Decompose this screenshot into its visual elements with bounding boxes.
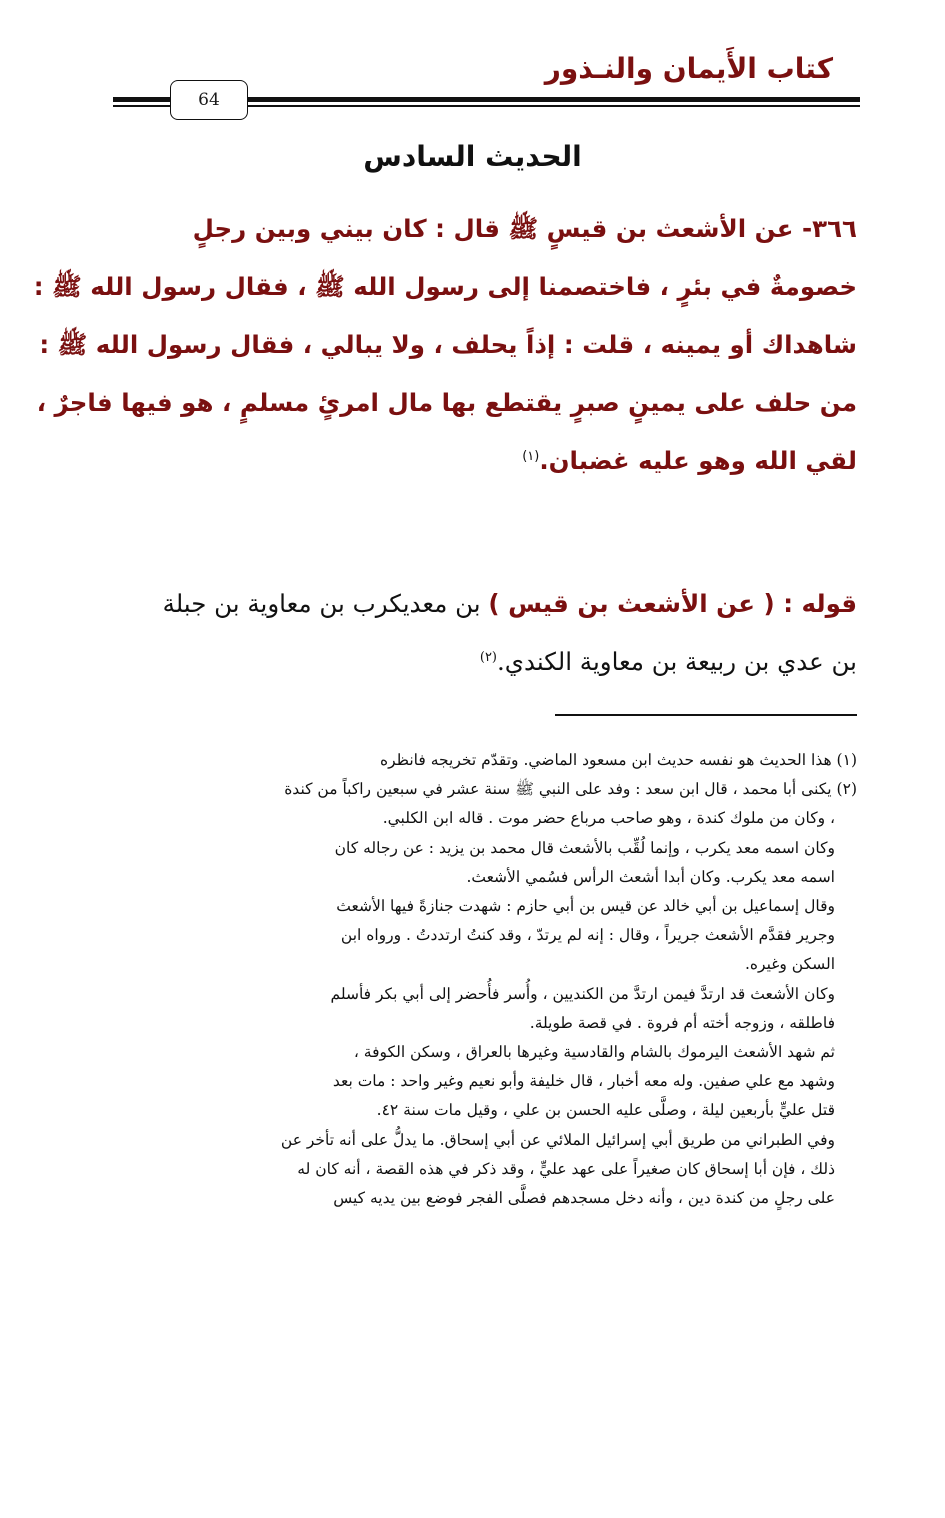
footnote-separator: [555, 714, 857, 716]
page-number: 64: [170, 80, 248, 120]
commentary-line-rest: بن معديكرب بن معاوية بن جبلة: [162, 589, 489, 618]
footnote-line: فاطلقه ، وزوجه أخته أم فروة . في قصة طويلة.: [529, 1013, 835, 1032]
footnote-line: اسمه معد يكرب. وكان أبدا أشعث الرأس فسُمي الأشعث.: [466, 867, 835, 886]
footnote-ref-1[interactable]: (١): [522, 448, 540, 464]
footnote-ref-2[interactable]: (٢): [479, 649, 497, 665]
footnotes: [82, 746, 857, 1213]
commentary-text: [82, 575, 857, 691]
commentary-line: [82, 575, 857, 633]
section-title: الحديث السادس: [363, 140, 582, 173]
hadith-line: من حلف على يمينٍ صبرٍ يقتطع بها مال امرئٍ مسلمٍ ، هو فيها فاجرٌ ،: [36, 388, 857, 417]
commentary-line: [82, 633, 857, 691]
hadith-text: [33, 200, 857, 490]
hadith-line: شاهداك أو يمينه ، قلت : إذاً يحلف ، ولا يبالي ، فقال رسول الله ﷺ :: [39, 330, 857, 359]
hadith-line-text: لقي الله وهو عليه غضبان.: [539, 446, 857, 475]
hadith-line-last: [82, 432, 857, 490]
footnote-line: وشهد مع علي صفين. وله معه أخبار ، قال خليفة وأبو نعيم وغير واحد : مات بعد: [332, 1072, 835, 1091]
footnote-line: وجرير فقدَّم الأشعث جريراً ، وقال : إنه لم يرتدّ ، وقد كنتُ ارتددتُ . ورواه ابن: [340, 926, 835, 945]
footnote-line: ثم شهد الأشعث اليرموك بالشام والقادسية وغيرها بالعراق ، وسكن الكوفة ،: [353, 1043, 835, 1062]
footnote-line: وقال إسماعيل بن أبي خالد عن قيس بن أبي حازم : شهدت جنازةً فيها الأشعث: [336, 897, 835, 916]
footnote-line: وفي الطبراني من طريق أبي إسرائيل الملائي عن أبي إسحاق. ما يدلُّ على أنه تأخر عن: [280, 1130, 835, 1149]
footnote-line: على رجلٍ من كندة دين ، وأنه دخل مسجدهم فصلَّى الفجر فوضع بين يديه كيس: [333, 1189, 835, 1208]
footnote-line: (١) هذا الحديث هو نفسه حديث ابن مسعود الماضي. وتقدّم تخريجه فانظره: [379, 751, 857, 769]
hadith-line: خصومةٌ في بئرٍ ، فاختصمنا إلى رسول الله ﷺ ، فقال رسول الله ﷺ :: [33, 272, 857, 301]
footnote-line: ، وكان من ملوك كندة ، وهو صاحب مرباع حضر موت . قاله ابن الكلبي.: [382, 809, 835, 828]
footnote-line: وكان الأشعث قد ارتدَّ فيمن ارتدَّ من الكنديين ، وأُسر فأُحضر إلى أبي بكر فأسلم: [330, 984, 835, 1003]
commentary-lead: قوله :: [774, 589, 857, 618]
footnote-line: (٢) يكنى أبا محمد ، قال ابن سعد : وفد على النبي ﷺ سنة عشر في سبعين راكباً من كندة: [284, 780, 857, 799]
book-title: كتاب الأَيمان والنـذور: [544, 52, 833, 85]
footnote-line: ذلك ، فإن أبا إسحاق كان صغيراً على عهد عليٍّ ، وقد ذكر في هذه القصة ، أنه كان له: [297, 1159, 835, 1178]
commentary-quote: ( عن الأشعث بن قيس ): [488, 589, 775, 618]
footnote-line: وكان اسمه معد يكرب ، وإنما لُقِّب بالأشعث قال محمد بن يزيد : عن رجاله كان: [334, 838, 835, 857]
commentary-line-text: بن عدي بن ربيعة بن معاوية الكندي.: [497, 647, 857, 676]
footnote-line: السكن وغيره.: [744, 955, 835, 974]
footnote-line: قتل عليٍّ بأربعين ليلة ، وصلَّى عليه الحسن بن علي ، وقيل مات سنة ٤٢.: [376, 1101, 835, 1120]
hadith-line: ٣٦٦- عن الأشعث بن قيسٍ ﷺ قال : كان بيني وبين رجلٍ: [192, 214, 857, 243]
